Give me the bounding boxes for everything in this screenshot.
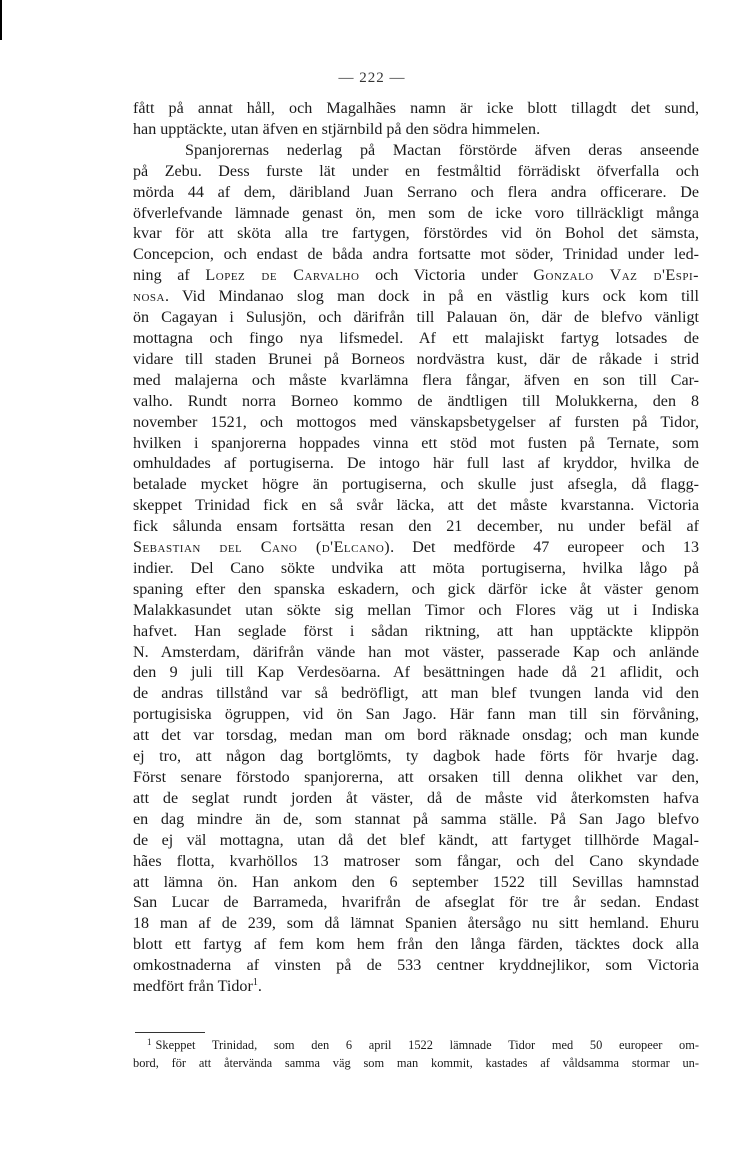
text-line: Concepcion, och endast de båda andra fortsatte mot söder, Trinidad under led- [133,246,699,264]
text-line: omkostnaderna af vinsten på de 533 centner kryddnejlikor, som Victoria [133,957,699,975]
text-line: att de seglat rundt jorden åt väster, då de måste vid återkomsten hafva [133,789,699,807]
text-segment: och Victoria under [359,267,534,285]
person-name: Gonzalo Vaz d'Espi- [533,267,699,285]
text-line: november 1521, och mottogos med vänskapsbetygelser af fursten på Tidor, [133,413,699,431]
person-name: Sebastian del Cano (d'Elcano) [133,539,391,557]
text-line: N. Amsterdam, därifrån vände han mot väster, passerade Kap och anlände [133,643,699,661]
text-segment: . Det medförde 47 europeer och 13 [390,539,700,557]
text-line: en dag mindre än de, som stannat på samma ställe. På San Jago blefvo [133,810,699,828]
person-name: Lopez de Carvalho [205,267,360,285]
footnote [133,1037,699,1072]
text-line: mottagna och fingo nya lifsmedel. Af ett malajiskt fartyg lotsades de [133,329,699,347]
text-segment: ning af [133,267,206,285]
text-line: fått på annat håll, och Magalhães namn är icke blott tillagdt det sund, [133,100,699,117]
text-line: mörda 44 af dem, däribland Juan Serrano och flera andra officerare. De [133,183,699,201]
footnote-marker: 1 [147,1037,152,1047]
text-line: portugisiska ögruppen, vid ön San Jago. Här fann man till sin förvåning, [133,706,699,724]
footnote-line: bord, för att återvända samma väg som man kommit, kastades af våldsamma stormar un- [133,1055,699,1070]
text-line: de ej väl mottagna, utan då det blef kändt, att fartyget tillhörde Magal- [133,831,699,849]
text-line: han upptäckte, utan äfven en stjärnbild på den södra himmelen. [133,120,541,138]
text-line: omhuldades af portugiserna. De intogo här full last af kryddor, hvilka de [133,455,699,473]
text-line [133,287,699,308]
text-line: Malakkasundet utan sökte sig mellan Timor och Flores väg ut i Indiska [133,601,699,619]
text-line: att lämna ön. Han ankom den 6 september 1522 till Sevillas hamnstad [133,873,699,891]
text-line: Först senare förstodo spanjorerna, att orsaken till denna olikhet var den, [133,769,699,786]
text-line: ej tro, att någon dag bortglömts, ty dagbok hade förts för hvarje dag. [133,748,699,766]
body-text [133,99,699,998]
text-line: de andras tillstånd var så bedröfligt, att man blef tvungen landa vid den [133,685,699,703]
footnote-line [133,1037,699,1055]
text-segment: . [257,978,262,996]
page-number: — 222 — [338,70,406,86]
text-line [133,266,699,287]
text-line: hafvet. Han seglade först i sådan riktning, att han upptäckte klippön [133,622,699,640]
text-line: 18 man af de 239, som då lämnat Spanien återsågo nu sitt hemland. Ehuru [133,915,699,933]
text-line: indier. Del Cano sökte undvika att möta portugiserna, hvilka lågo på [133,559,699,577]
footnote-reference[interactable]: 1 [252,977,258,989]
footnote-text: Skeppet Trinidad, som den 6 april 1522 lämnade Tidor med 50 europeer om- [155,1038,699,1052]
text-segment: medfört från Tidor [133,978,253,996]
text-line [133,538,699,559]
text-line: valho. Rundt norra Borneo kommo de ändtligen till Molukkerna, den 8 [133,392,699,410]
text-line: ön Cagayan i Sulusjön, och därifrån till Palauan ön, där de blefvo vänligt [133,309,699,327]
text-line: med malajerna och måste kvarlämna flera fångar, äfven en son till Car- [133,371,699,389]
text-line: skeppet Trinidad fick en så svår läcka, att det måste kvarstanna. Victoria [133,497,699,515]
footnote-divider [135,1032,205,1033]
text-line: att det var torsdag, medan man om bord räknade onsdag; och man kunde [133,727,699,745]
text-line: fick sålunda ensam fortsätta resan den 21 december, nu under befäl af [133,518,699,536]
text-segment: . Vid Mindanao slog man dock in på en västlig kurs ock kom till [164,288,699,306]
text-line: vidare till staden Brunei på Borneos nordvästra kust, där de råkade i strid [133,350,699,368]
text-line: hvilken i spanjorerna hoppades vinna ett stöd mot fusten på Ternate, som [133,434,699,452]
text-line: Spanjorernas nederlag på Mactan förstörde äfven deras anseende [185,141,699,159]
text-line: den 9 juli till Kap Verdesöarna. Af besättningen hade då 21 aflidit, och [133,664,699,682]
text-line: spaning efter den spanska eskadern, och gick därför icke åt väster genom [133,580,699,598]
text-line: på Zebu. Dess furste lät under en festmåltid förrädiskt öfverfalla och [133,162,699,180]
text-line [133,977,699,998]
page-edge-mark [0,0,2,40]
text-line: kvar för att sköta alla tre fartygen, förstördes vid ön Bohol det sämsta, [133,225,699,243]
text-line: San Lucar de Barrameda, hvarifrån de afseglat för tre år sedan. Endast [133,894,699,912]
text-line: öfverlefvande lämnade genast ön, men som de icke voro tillräckligt många [133,204,699,222]
text-line: betalade mycket högre än portugiserna, och skulle just afsegla, då flagg- [133,476,699,494]
person-name: nosa [133,288,165,306]
text-line: hães flotta, kvarhöllos 13 matroser som fångar, och del Cano skyndade [133,852,699,870]
text-line: blott ett fartyg af fem kom hem från den långa färden, täcktes dock alla [133,936,699,954]
